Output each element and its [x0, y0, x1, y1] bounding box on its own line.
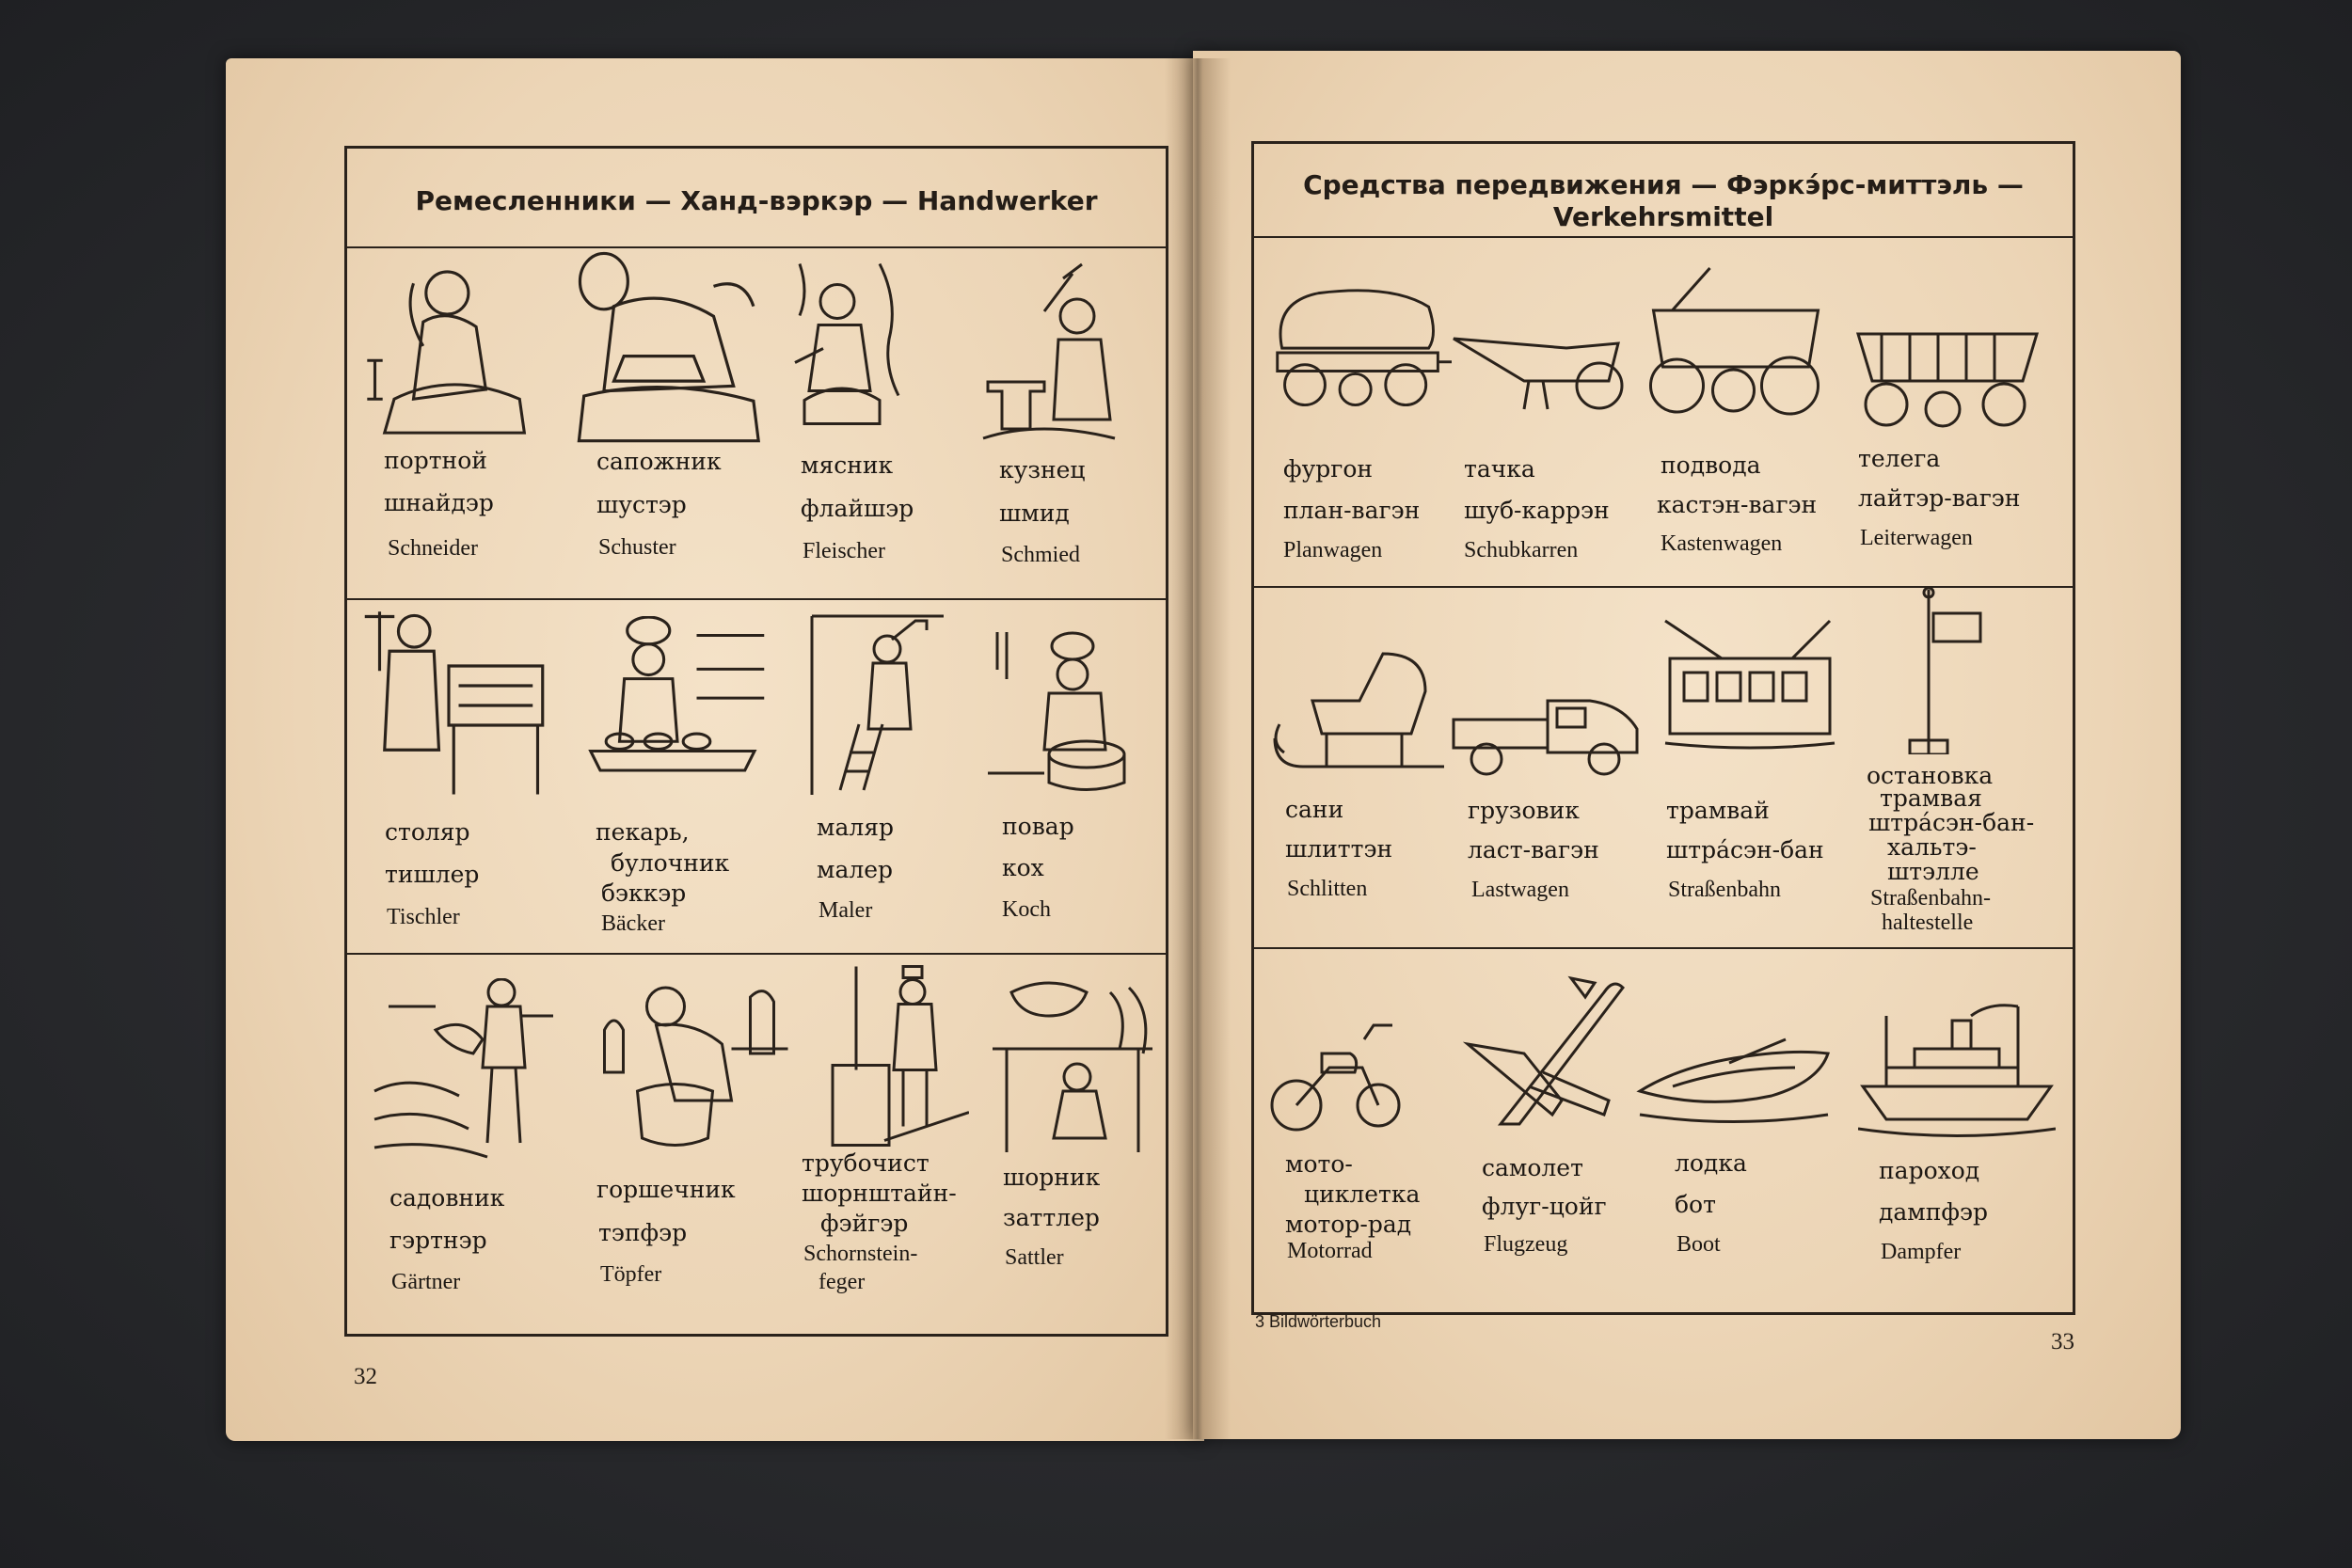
word-yi: заттлер [1003, 1204, 1100, 1231]
word-yi: бот [1675, 1191, 1716, 1218]
word-yi: шнайдэр [384, 489, 494, 516]
word-ru: подвода [1661, 451, 1761, 479]
page-number-left: 32 [354, 1364, 377, 1389]
word-de: Maler [818, 898, 873, 923]
word-de: Fleischer [803, 539, 885, 563]
word-ru: горшечник [596, 1176, 736, 1203]
word-de: Schneider [388, 536, 478, 561]
word-yi: гэртнэр [389, 1227, 487, 1254]
steamship-icon [1858, 997, 2056, 1138]
potter-icon [593, 978, 795, 1166]
page-number-right: 33 [2051, 1329, 2074, 1354]
chimney-sweep-icon [828, 959, 969, 1152]
word-de: Boot [1677, 1232, 1721, 1257]
word-ru: остановка [1867, 762, 1994, 789]
word-ru: мото- [1285, 1150, 1353, 1178]
word-de: Motorrad [1287, 1239, 1373, 1263]
covered-wagon-icon [1268, 282, 1452, 423]
word-ru: пароход [1879, 1157, 1980, 1184]
word-ru-2: циклетка [1304, 1180, 1421, 1208]
truck-icon [1449, 691, 1642, 781]
word-yi-2: фэйгэр [820, 1210, 909, 1237]
word-de: Schornstein- [803, 1242, 918, 1266]
word-de: Schuster [598, 535, 676, 560]
printer-signature: 3 Bildwörterbuch [1255, 1312, 1382, 1331]
cook-icon [983, 623, 1143, 811]
word-ru: самолет [1482, 1154, 1583, 1181]
word-yi: шлиттэн [1285, 835, 1393, 863]
word-de: Schubkarren [1464, 538, 1579, 562]
word-yi: флуг-цойг [1482, 1193, 1607, 1220]
left-page-title: Ремесленники — Ханд-вэркэр — Handwerker [415, 185, 1098, 216]
word-yi: тэпфэр [598, 1219, 688, 1246]
word-ru: мясник [801, 451, 894, 479]
sleigh-icon [1270, 649, 1449, 781]
word-de: Schmied [1001, 543, 1080, 567]
shoemaker-icon [563, 246, 765, 446]
row-divider [347, 953, 1166, 955]
word-ru: тачка [1464, 455, 1535, 483]
carpenter-icon [353, 607, 564, 804]
word-yi: кох [1002, 854, 1044, 881]
word-yi: тишлер [385, 861, 480, 888]
word-ru: грузовик [1468, 797, 1580, 824]
word-ru: пекарь, [596, 818, 690, 846]
word-ru: сапожник [596, 448, 722, 475]
blacksmith-icon [978, 254, 1129, 453]
word-yi-3: штэлле [1887, 858, 1979, 885]
word-de: Sattler [1005, 1245, 1064, 1270]
word-ru: садовник [389, 1184, 505, 1212]
baker-icon [579, 616, 776, 809]
word-yi: шмид [999, 499, 1070, 527]
painter-icon [807, 607, 948, 804]
boat-icon [1635, 1035, 1833, 1129]
right-page-title-line2: Verkehrsmittel [1552, 201, 1774, 232]
word-de-2: haltestelle [1882, 911, 1974, 935]
word-ru: шорник [1003, 1164, 1101, 1191]
word-ru: повар [1002, 813, 1074, 840]
saddler-icon [988, 974, 1157, 1162]
word-de: Planwagen [1283, 538, 1383, 562]
right-page-title: Средства передвижения — Фэркэ́рс-миттэль — [1303, 169, 2024, 200]
word-yi: шорнштайн- [802, 1180, 957, 1207]
word-yi: штра́сэн-бан [1666, 836, 1824, 863]
tailor-icon [356, 252, 548, 450]
title-divider [1254, 236, 2073, 238]
word-de: Töpfer [600, 1262, 662, 1287]
word-yi: дампфэр [1879, 1198, 1988, 1226]
ladder-wagon-icon [1849, 315, 2046, 433]
word-ru: трубочист [802, 1149, 930, 1177]
word-ru: трамвай [1666, 797, 1770, 824]
word-de: Tischler [387, 905, 460, 929]
word-ru: маляр [817, 814, 895, 841]
row-divider [1254, 947, 2073, 949]
word-yi: кастэн-вагэн [1657, 491, 1818, 518]
word-ru: портной [384, 447, 487, 474]
word-ru: лодка [1675, 1149, 1747, 1177]
word-de: Schlitten [1287, 877, 1368, 901]
word-yi: мотор-рад [1285, 1211, 1412, 1238]
word-yi: ласт-вагэн [1468, 836, 1599, 863]
word-yi: флайшэр [801, 495, 914, 522]
word-yi: малер [817, 856, 894, 883]
word-yi: лайтэр-вагэн [1858, 484, 2021, 512]
word-yi: шустэр [596, 491, 687, 518]
word-de: Kastenwagen [1661, 531, 1783, 556]
gardener-icon [356, 978, 572, 1166]
word-de: Flugzeug [1484, 1232, 1568, 1257]
word-ru-2: трамвая [1880, 784, 1982, 812]
word-ru-2: булочник [611, 849, 730, 877]
word-de: Lastwagen [1471, 878, 1569, 902]
tram-stop-icon [1882, 585, 1985, 754]
tram-icon [1661, 616, 1839, 757]
word-yi: шуб-каррэн [1464, 497, 1610, 524]
word-ru: телега [1858, 445, 1941, 472]
word-ru: сани [1285, 796, 1344, 823]
word-de: Bäcker [601, 911, 665, 936]
word-de: Straßenbahn- [1870, 886, 1991, 911]
butcher-icon [786, 252, 927, 454]
word-yi-2: хальтэ- [1887, 833, 1977, 861]
word-de: Dampfer [1881, 1240, 1962, 1264]
word-yi: штра́сэн-бан- [1868, 809, 2035, 836]
word-ru: столяр [385, 818, 470, 846]
word-de: Leiterwagen [1860, 526, 1973, 550]
box-cart-icon [1642, 263, 1835, 428]
word-ru: кузнец [999, 456, 1086, 483]
word-ru: фургон [1283, 455, 1374, 483]
row-divider [347, 598, 1166, 600]
word-yi: план-вагэн [1283, 497, 1421, 524]
word-de: Gärtner [391, 1270, 461, 1294]
airplane-icon [1463, 969, 1628, 1133]
word-de: Straßenbahn [1668, 878, 1781, 902]
word-de: Koch [1002, 897, 1051, 922]
word-de-2: feger [818, 1270, 866, 1294]
wheelbarrow-icon [1449, 320, 1637, 414]
motorcycle-icon [1270, 1011, 1402, 1143]
word-yi: бэккэр [601, 879, 687, 907]
